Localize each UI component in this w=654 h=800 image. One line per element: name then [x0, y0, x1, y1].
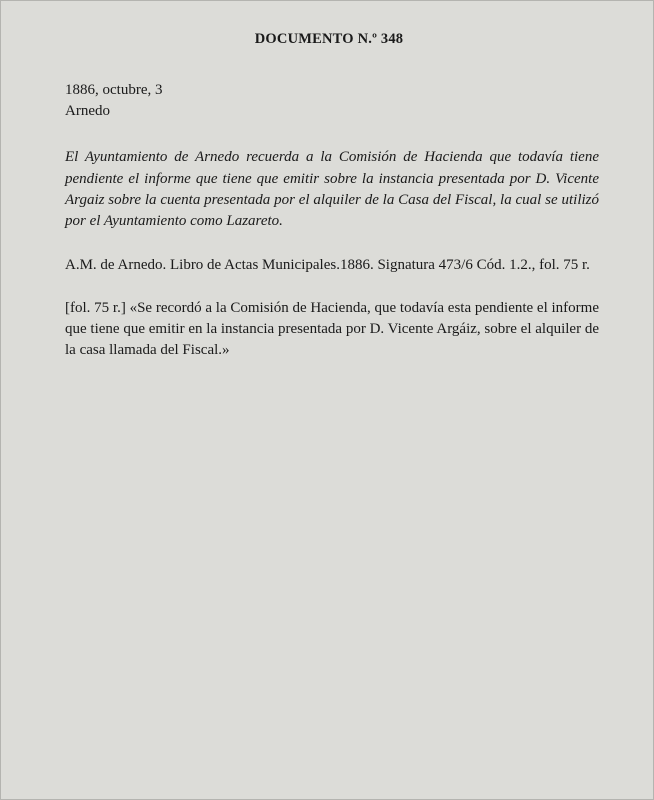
document-summary: El Ayuntamiento de Arnedo recuerda a la Comisión de Hacienda que todavía tiene pendiente el informe que tiene que emitir sobre la instancia presentada por D. Vicente Argaiz sobre la cuenta presentada por el alquiler de la Casa del Fiscal, la cual se utilizó por el Ayuntamiento como Lazareto.: [65, 149, 599, 230]
document-content: [65, 31, 599, 381]
document-place: Arnedo: [65, 102, 110, 119]
page-title: DOCUMENTO N.º 348: [254, 31, 404, 47]
document-date: 1886, octubre, 3: [65, 82, 163, 98]
dateline: [65, 80, 599, 121]
archival-reference: A.M. de Arnedo. Libro de Actas Municipales.1886. Signatura 473/6 Cód. 1.2., fol. 75 r.: [65, 256, 590, 273]
document-transcription: [fol. 75 r.] «Se recordó a la Comisión de Hacienda, que todavía esta pendiente el informe que tiene que emitir en la instancia presentada por D. Vicente Argáiz, sobre el alquiler de la casa llamada del Fiscal.»: [65, 299, 599, 359]
